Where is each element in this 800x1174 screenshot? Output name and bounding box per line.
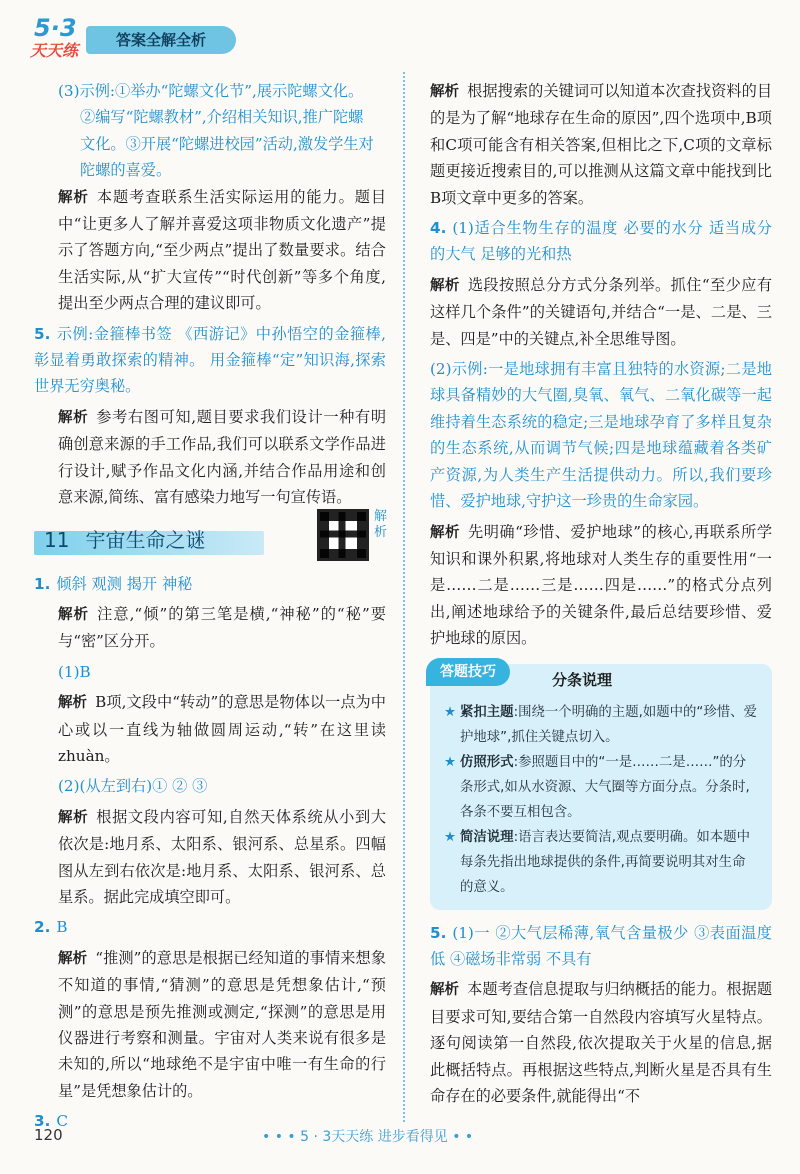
analysis-label: 解析	[58, 189, 89, 206]
q5-answer	[34, 321, 386, 400]
brand-logo	[30, 14, 88, 64]
analysis-text: B项,文段中“转动”的意思是物体以一点为中心或以一直线为轴做圆周运动,“转”在这里读 zhuàn。	[58, 693, 386, 765]
analysis-text: 先明确“珍惜、爱护地球”的核心,再联系所学知识和课外积累,将地球对人类生存的重要性用“一是……二是……三是……四是……”的格式分点列出,阐述地球给予的关键条件,最后总结要珍惜、爱护地球的原因。	[430, 522, 773, 648]
analysis-text: 选段按照总分方式分条列举。抓住“至少应有这样几个条件”的关键语句,并结合“一是、二是、三是、四是”中的关键点,补全思维导图。	[430, 275, 773, 348]
question-number: 1.	[34, 574, 51, 593]
tip-text: :参照题目中的“一是……二是……”的分条形式,如从水资源、大气圈等方面分点。分条时,各条不要互相包含。	[460, 754, 750, 820]
answer-line: 文化。③开展“陀螺进校园”活动,激发学生对	[80, 134, 374, 153]
page-header	[30, 14, 290, 64]
analysis-label: 解析	[430, 277, 460, 294]
s1-b-answer: (1)B	[58, 662, 91, 681]
question-number: 3.	[34, 1112, 51, 1131]
s1-answer	[34, 571, 386, 597]
star-icon: ★	[444, 754, 457, 770]
analysis-label: 解析	[58, 950, 88, 967]
analysis-label: 解析	[430, 524, 461, 541]
analysis-block	[34, 601, 386, 655]
analysis-label: 解析	[430, 84, 460, 100]
right-column	[430, 78, 772, 1113]
footer-slogan: • • • 5 · 3天天练 进步看得见 • •	[262, 1129, 474, 1145]
s4-1-answer	[430, 215, 772, 268]
section-heading	[44, 527, 205, 553]
tip-title: 简洁说理	[460, 829, 514, 845]
analysis-label: 解析	[58, 409, 89, 426]
analysis-text: 注意,“倾”的第三笔是横,“神秘”的“秘”要与“密”区分开。	[58, 604, 386, 651]
analysis-label: 解析	[58, 809, 89, 826]
analysis-block	[430, 78, 772, 211]
answer-text: B	[56, 918, 68, 937]
analysis-block	[34, 945, 386, 1104]
analysis-block	[34, 184, 386, 317]
answer-line: 陀螺的喜爱。	[80, 161, 172, 180]
left-column	[34, 78, 386, 1139]
tip-item	[444, 700, 758, 750]
analysis-label: 解析	[430, 982, 460, 999]
tip-title: 仿照形式	[460, 754, 514, 770]
star-icon: ★	[444, 704, 457, 720]
tip-item	[444, 750, 758, 825]
tip-text: :围绕一个明确的主题,如题中的“珍惜、爱护地球”,抓住关键点切入。	[460, 704, 757, 745]
analysis-block	[34, 804, 386, 911]
tips-box	[430, 664, 772, 910]
analysis-block	[430, 519, 772, 652]
answer-text: (1)适合生物生存的温度 必要的水分 适当成分的大气 足够的光和热	[430, 219, 772, 264]
s1-2-answer: (2)(从左到右)① ② ③	[58, 777, 208, 796]
answer-text: C	[56, 1112, 68, 1131]
question-number: 5.	[34, 324, 51, 343]
tip-text: :语言表达要简洁,观点要明确。如本题中每条先指出地球提供的条件,再简要说明其对生命的意义。	[460, 829, 750, 895]
qr-label: 解析	[374, 508, 388, 540]
tips-heading: 分条说理	[552, 670, 613, 689]
star-icon: ★	[444, 829, 457, 845]
question-number: 5.	[430, 923, 447, 942]
header-tab: 答案全解全析	[86, 26, 236, 54]
answer-line: ②编写“陀螺教材”,介绍相关知识,推广陀螺	[80, 108, 364, 127]
s5-answer	[430, 920, 772, 973]
logo-text: 天天练	[30, 41, 79, 60]
question-number: 4.	[430, 219, 447, 238]
question-number: 2.	[34, 918, 51, 937]
section-title	[34, 508, 388, 559]
analysis-label: 解析	[58, 606, 90, 623]
tip-title: 紧扣主题	[460, 704, 514, 720]
column-divider	[403, 72, 405, 1122]
tip-item	[444, 825, 758, 900]
answer-text: 倾斜 观测 揭开 神秘	[56, 574, 193, 593]
analysis-block	[34, 689, 386, 769]
answer-text: 示例:金箍棒书签 《西游记》中孙悟空的金箍棒,彰显着勇敢探索的精神。 用金箍棒“定”知识海,探索世界无穷奥秘。	[34, 324, 386, 396]
section-name: 宇宙生命之谜	[85, 527, 206, 552]
q3-3-answer	[34, 78, 386, 184]
tips-tag: 答题技巧	[426, 658, 510, 686]
s2-answer	[34, 914, 386, 940]
page-footer	[0, 1126, 800, 1150]
analysis-text: 参考右图可知,题目要求我们设计一种有明确创意来源的手工作品,我们可以联系文学作品进行设计,赋予作品文化内涵,并结合作品用途和创意来源,简练、富有感染力地写一句宣传语。	[58, 407, 387, 507]
s4-2-answer: (2)示例:一是地球拥有丰富且独特的水资源;二是地球具备精妙的大气圈,臭氧、氧气、二氧化碳等一起维持着生态系统的稳定;三是地球孕育了多样且复杂的生态系统,从而调节气候;四是地球蕴藏着各类矿产资源,为人类生产生活提供动力。所以,我们要珍惜、爱护地球,守护这一珍贵的生命家园。	[430, 360, 772, 511]
qr-code-icon[interactable]	[317, 509, 369, 561]
analysis-text: 本题考查联系生活实际运用的能力。题目中“让更多人了解并喜爱这项非物质文化遗产”提示了答题方向,“至少两点”提出了数量要求。结合生活实际,从“扩大宣传”“时代创新”等多个角度,提出至少两点合理的建议即可。	[58, 187, 387, 313]
answer-line: (3)示例:①举办“陀螺文化节”,展示陀螺文化。	[58, 82, 364, 100]
analysis-text: 根据文段内容可知,自然天体系统从小到大依次是:地月系、太阳系、银河系、总星系。四幅图从左到右依次是:地月系、太阳系、银河系、总星系。据此完成填空即可。	[58, 807, 387, 906]
answer-text: (1)一 ②大气层稀薄,氧气含量极少 ③表面温度低 ④磁场非常弱 不具有	[430, 923, 772, 968]
analysis-block	[430, 272, 772, 352]
analysis-block	[430, 976, 772, 1109]
analysis-label: 解析	[58, 695, 88, 712]
analysis-text: 本题考查信息提取与归纳概括的能力。根据题目要求可知,要结合第一自然段内容填写火星特点。逐句阅读第一自然段,依次提取关于火星的信息,据此概括特点。再根据这些特点,判断火星是否具有生命存在的必要条件,就能得出“不	[430, 980, 773, 1105]
analysis-block	[34, 404, 386, 511]
logo-number: 5·3	[34, 14, 77, 42]
analysis-text: “推测”的意思是根据已经知道的事情来想象不知道的事情,“猜测”的意思是凭想象估计,“预测”的意思是预先推测或测定,“探测”的意思是用仪器进行考察和测量。宇宙对人类来说有很多是未知的,所以“地球绝不是宇宙中唯一有生命的行星”是凭想象估计的。	[58, 948, 387, 1100]
analysis-text: 根据搜索的关键词可以知道本次查找资料的目的是为了解“地球存在生命的原因”,四个选项中,B项和C项可能含有相关答案,但相比之下,C项的文章标题更接近搜索目的,可以推测从这篇文章中能找到比B项文章中更多的答案。	[430, 82, 773, 207]
section-number: 11	[44, 527, 70, 552]
page-number: 120	[34, 1126, 63, 1144]
